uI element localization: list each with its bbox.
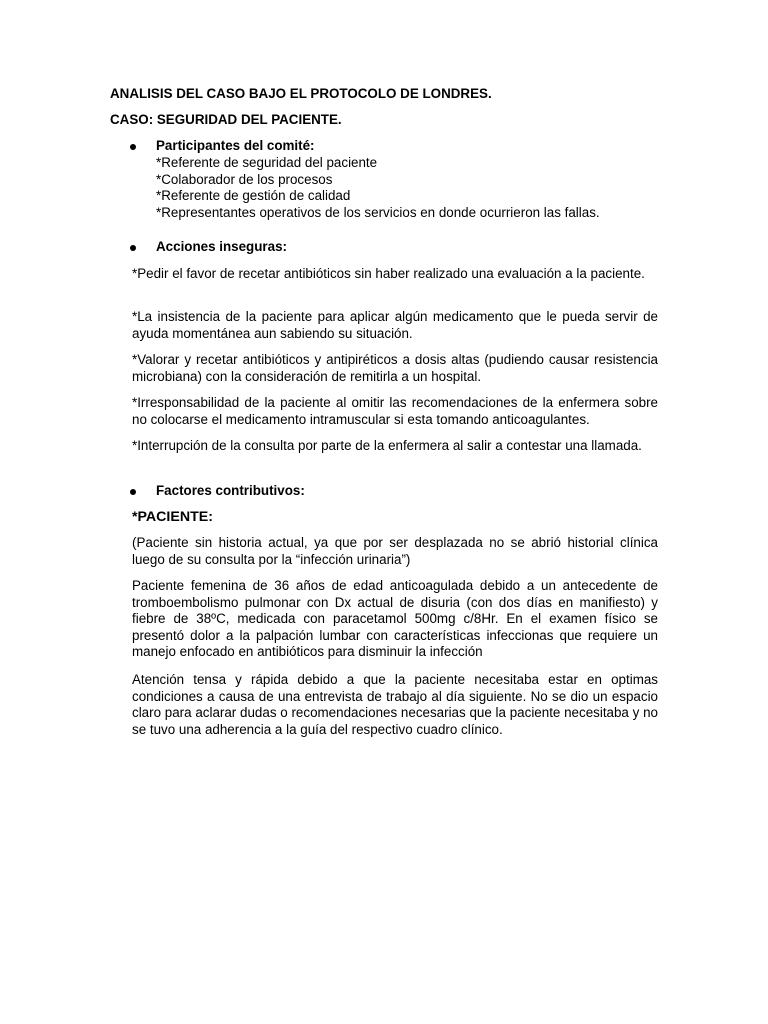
unsafe-action-item: *La insistencia de la paciente para aplicar algún medicamento que le pueda servir de ayuda momentánea aun sabiendo su situación.	[132, 309, 658, 341]
case-title: CASO: SEGURIDAD DEL PACIENTE.	[110, 112, 342, 127]
unsafe-action-item: *Irresponsabilidad de la paciente al omitir las recomendaciones de la enfermera sobre no colocarse el medicamento intramuscular si esta tomando anticoagulantes.	[132, 395, 658, 427]
bullet-icon	[130, 144, 136, 150]
unsafe-action-item: *Pedir el favor de recetar antibióticos sin haber realizado una evaluación a la paciente.	[132, 266, 645, 281]
patient-paragraph: (Paciente sin historia actual, ya que por ser desplazada no se abrió historial clínica luego de su consulta por la “infección urinaria”)	[132, 535, 658, 567]
unsafe-actions-heading: Acciones inseguras:	[156, 239, 287, 254]
bullet-icon	[130, 245, 136, 251]
list-item: *Colaborador de los procesos	[156, 171, 333, 187]
patient-paragraph: Paciente femenina de 36 años de edad anticoagulada debido a un antecedente de tromboembolismo pulmonar con Dx actual de disuria (con dos días en manifiesto) y fiebre de 38ºC, medicada con paracetamol 500mg c/8Hr. En el examen físico se presentó dolor a la palpación lumbar con características infeccionas que requiere un manejo enfocado en antibióticos para disminuir la infección	[132, 578, 658, 659]
committee-list	[156, 155, 676, 221]
patient-paragraph: Atención tensa y rápida debido a que la paciente necesitaba estar en optimas condiciones a causa de una entrevista de trabajo al día siguiente. No se dio un espacio claro para aclarar dudas o recomendaciones necesarias que la paciente necesitaba y no se tuvo una adherencia a la guía del respectivo cuadro clínico.	[132, 672, 658, 737]
list-item: *Referente de gestión de calidad	[156, 188, 351, 203]
contributing-factors-heading: Factores contributivos:	[156, 483, 305, 498]
list-item: *Referente de seguridad del paciente	[156, 155, 378, 170]
unsafe-action-item: *Valorar y recetar antibióticos y antipiréticos a dosis altas (pudiendo causar resistencia microbiana) con la consideración de remitirla a un hospital.	[132, 352, 658, 384]
patient-heading: *PACIENTE:	[132, 509, 213, 525]
committee-heading: Participantes del comité:	[156, 138, 315, 153]
bullet-icon	[130, 489, 136, 495]
list-item: *Representantes operativos de los servicios en donde ocurrieron las fallas.	[156, 204, 600, 220]
unsafe-action-item: *Interrupción de la consulta por parte de la enfermera al salir a contestar una llamada.	[132, 438, 642, 453]
document-title: ANALISIS DEL CASO BAJO EL PROTOCOLO DE LONDRES.	[110, 86, 492, 101]
